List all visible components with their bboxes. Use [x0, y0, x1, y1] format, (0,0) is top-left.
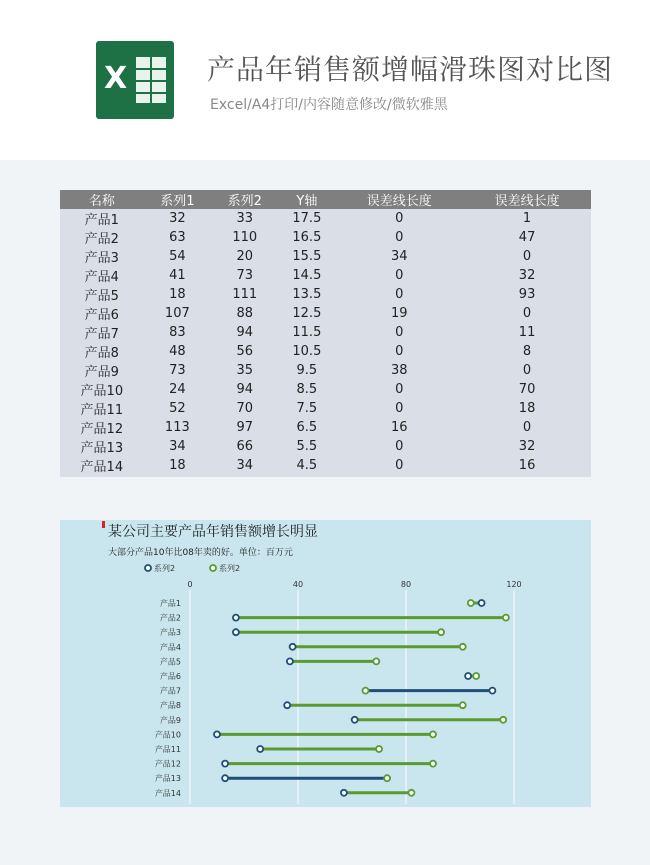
- table-row: [60, 209, 591, 228]
- data-point: [290, 644, 296, 650]
- category-label: 产品7: [159, 686, 181, 696]
- table-cell: 19: [390, 306, 408, 321]
- table-cell: 产品3: [84, 251, 119, 266]
- table-cell: 107: [164, 306, 190, 321]
- table-cell: 18: [169, 287, 186, 302]
- table-cell: 70: [236, 401, 253, 416]
- data-point: [233, 615, 239, 621]
- table-row: [60, 456, 591, 475]
- table-body: [60, 209, 591, 475]
- data-point: [468, 600, 474, 606]
- data-point: [460, 702, 466, 708]
- category-label: 产品10: [154, 730, 181, 740]
- table-cell: 0: [522, 363, 532, 378]
- table-cell: 32: [518, 268, 536, 283]
- table-cell: 34: [390, 249, 408, 264]
- x-tick-label: 40: [292, 580, 304, 589]
- category-label: 产品14: [154, 788, 181, 798]
- table-cell: 14.5: [292, 268, 322, 283]
- table-row: [60, 228, 591, 247]
- table-cell: 32: [518, 439, 536, 454]
- table-cell: 0: [395, 268, 404, 283]
- table-row: [60, 247, 591, 266]
- table-cell: 38: [390, 363, 408, 378]
- category-label: 产品9: [159, 715, 181, 725]
- table-row: [60, 323, 591, 342]
- data-point: [257, 746, 263, 752]
- table-cell: 0: [522, 306, 532, 321]
- table-row: [60, 380, 591, 399]
- table-cell: 18: [169, 458, 186, 473]
- legend-marker: [210, 565, 216, 571]
- table-cell: 66: [236, 439, 253, 454]
- excel-logo-icon: [96, 41, 174, 119]
- title-marker: [102, 521, 105, 528]
- table-cell: 33: [236, 211, 253, 226]
- table-cell: 产品14: [80, 460, 124, 475]
- table-cell: 93: [518, 287, 536, 302]
- page-header: [0, 0, 650, 160]
- table-cell: 18: [518, 401, 536, 416]
- table-row: [60, 361, 591, 380]
- data-point: [489, 688, 495, 694]
- table-cell: 产品13: [80, 441, 124, 456]
- x-tick-label: 0: [187, 580, 193, 589]
- category-label: 产品6: [159, 672, 181, 681]
- table-cell: 111: [232, 287, 258, 302]
- data-point: [384, 775, 390, 781]
- table-cell: 47: [518, 230, 536, 245]
- table-row: [60, 304, 591, 323]
- table-row: [60, 285, 591, 304]
- data-point: [373, 658, 379, 664]
- table-cell: 产品11: [80, 403, 124, 418]
- table-row: [60, 418, 591, 437]
- data-point: [503, 615, 509, 621]
- table-cell: 0: [395, 458, 404, 473]
- table-cell: 0: [395, 230, 404, 245]
- table-row: [60, 399, 591, 418]
- table-cell: 0: [395, 382, 404, 397]
- table-cell: 16.5: [292, 230, 322, 245]
- excel-logo-letter: X: [104, 61, 128, 96]
- data-table: [60, 190, 591, 475]
- table-cell: 34: [169, 439, 186, 454]
- table-cell: 8: [522, 344, 532, 359]
- data-point: [284, 702, 290, 708]
- table-row: [60, 266, 591, 285]
- data-point: [287, 658, 293, 664]
- table-cell: 1: [522, 211, 532, 226]
- chart-title: 某公司主要产品年销售额增长明显: [108, 524, 318, 540]
- table-cell: 73: [169, 363, 186, 378]
- table-cell: 产品7: [84, 327, 119, 342]
- table-cell: 0: [395, 439, 404, 454]
- data-point: [352, 717, 358, 723]
- table-cell: 11: [518, 325, 536, 340]
- data-point: [473, 673, 479, 679]
- data-point: [460, 644, 466, 650]
- data-point: [341, 790, 347, 796]
- chart-subtitle: 大部分产品10年比08年卖的好。单位：百万元: [108, 548, 293, 558]
- table-header-cell: 系列1: [144, 190, 211, 209]
- legend-marker: [145, 565, 151, 571]
- table-cell: 0: [522, 249, 532, 264]
- table-cell: 16: [518, 458, 536, 473]
- table-cell: 11.5: [292, 325, 322, 340]
- excel-grid-icon: [136, 57, 166, 103]
- page-subtitle: Excel/A4打印/内容随意修改/微软雅黑: [210, 97, 448, 113]
- table-cell: 94: [236, 325, 253, 340]
- table-cell: 0: [395, 344, 404, 359]
- table-cell: 0: [395, 211, 404, 226]
- data-table-container: [60, 190, 591, 477]
- category-label: 产品5: [159, 657, 181, 667]
- table-cell: 20: [236, 249, 253, 264]
- table-cell: 54: [169, 249, 186, 264]
- table-cell: 24: [169, 382, 186, 397]
- table-cell: 0: [395, 325, 404, 340]
- table-row: [60, 437, 591, 456]
- table-cell: 4.5: [296, 458, 318, 473]
- table-header-cell: 误差线长度: [463, 190, 591, 209]
- category-label: 产品12: [154, 759, 181, 769]
- table-cell: 7.5: [296, 401, 318, 416]
- data-point: [233, 629, 239, 635]
- table-header-cell: 系列2: [211, 190, 278, 209]
- data-point: [479, 600, 485, 606]
- data-point: [430, 731, 436, 737]
- table-cell: 产品1: [84, 213, 119, 228]
- category-label: 产品4: [159, 642, 181, 652]
- category-label: 产品1: [159, 599, 181, 608]
- table-cell: 70: [518, 382, 536, 397]
- table-cell: 113: [164, 420, 190, 435]
- table-cell: 产品9: [84, 365, 119, 380]
- data-point: [438, 629, 444, 635]
- category-label: 产品2: [159, 613, 181, 623]
- data-point: [222, 761, 228, 767]
- category-label: 产品8: [159, 701, 181, 711]
- page-title: 产品年销售额增幅滑珠图对比图: [207, 53, 614, 86]
- table-cell: 15.5: [292, 249, 322, 264]
- category-label: 产品11: [154, 745, 181, 754]
- x-tick-label: 80: [400, 580, 412, 589]
- data-point: [222, 775, 228, 781]
- data-point: [408, 790, 414, 796]
- data-point: [430, 761, 436, 767]
- table-cell: 17.5: [292, 211, 322, 226]
- table-cell: 产品12: [80, 422, 124, 437]
- table-cell: 13.5: [292, 287, 322, 302]
- data-point: [465, 673, 471, 679]
- table-cell: 产品8: [84, 346, 119, 361]
- table-cell: 56: [236, 344, 253, 359]
- data-point: [500, 717, 506, 723]
- table-cell: 产品10: [80, 384, 124, 399]
- data-point: [376, 746, 382, 752]
- table-cell: 83: [169, 325, 186, 340]
- table-cell: 0: [395, 287, 404, 302]
- table-cell: 110: [232, 230, 258, 245]
- table-cell: 35: [236, 363, 253, 378]
- dumbbell-chart: [60, 520, 591, 807]
- table-cell: 48: [169, 344, 186, 359]
- data-point: [214, 731, 220, 737]
- legend-label: 系列2: [219, 564, 241, 573]
- table-cell: 产品5: [84, 289, 119, 304]
- table-cell: 0: [522, 420, 532, 435]
- table-cell: 97: [236, 420, 253, 435]
- table-cell: 41: [169, 268, 186, 283]
- table-cell: 16: [390, 420, 408, 435]
- x-tick-label: 120: [506, 580, 522, 589]
- table-cell: 5.5: [296, 439, 318, 454]
- table-cell: 0: [395, 401, 404, 416]
- table-cell: 73: [236, 268, 253, 283]
- legend-label: 系列2: [154, 564, 176, 573]
- table-cell: 10.5: [292, 344, 322, 359]
- table-cell: 产品4: [84, 270, 119, 285]
- table-cell: 6.5: [296, 420, 318, 435]
- table-cell: 12.5: [292, 306, 322, 321]
- table-cell: 34: [236, 458, 253, 473]
- category-label: 产品13: [154, 774, 181, 784]
- category-label: 产品3: [159, 628, 181, 638]
- table-header-cell: Y轴: [278, 190, 335, 209]
- table-cell: 63: [169, 230, 186, 245]
- table-cell: 52: [169, 401, 186, 416]
- table-header-cell: 名称: [60, 190, 144, 209]
- table-row: [60, 342, 591, 361]
- table-cell: 32: [169, 211, 186, 226]
- data-point: [363, 688, 369, 694]
- table-cell: 94: [236, 382, 253, 397]
- table-header-row: [60, 190, 591, 209]
- table-cell: 产品6: [84, 308, 119, 323]
- table-cell: 产品2: [84, 232, 119, 247]
- table-cell: 8.5: [296, 382, 318, 397]
- table-cell: 9.5: [296, 363, 318, 378]
- table-cell: 88: [236, 306, 253, 321]
- chart-svg: [60, 520, 591, 807]
- table-header-cell: 误差线长度: [335, 190, 463, 209]
